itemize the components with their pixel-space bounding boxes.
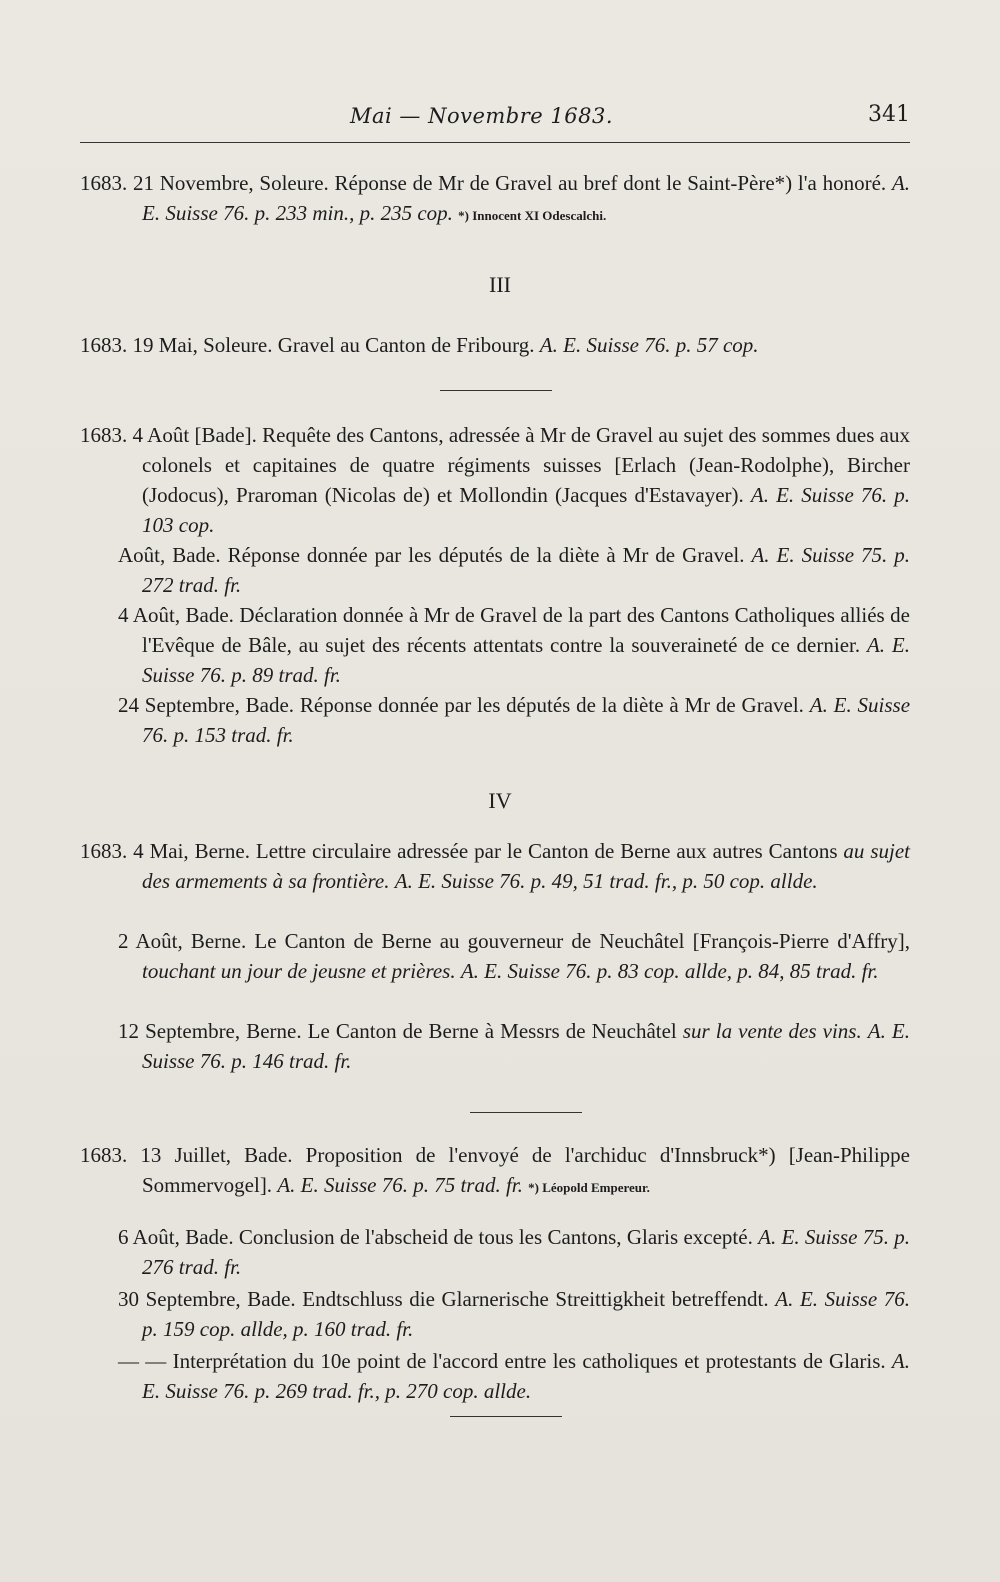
sub-entry-interpretation xyxy=(118,1346,910,1406)
sub-entry-4-aout-bade xyxy=(118,600,910,690)
entry-1683-05-04 xyxy=(80,836,910,896)
entry-text: 1683. 4 Mai, Berne. Lettre circulaire adressée par le Canton de Berne aux autres Cantons xyxy=(80,839,838,863)
entry-text: 12 Septembre, Berne. Le Canton de Berne à Messrs de Neuchâtel xyxy=(118,1019,677,1043)
entry-text: 1683. 4 Août [Bade]. Requête des Cantons, adressée à Mr de Gravel au sujet des sommes dues aux colonels et capitaines de quatre régiments suisses [Erlach (Jean-Rodolphe), Bircher (Jodocus), Praroman (Nicolas de) et Mollondin (Jacques d'Estavayer). xyxy=(80,423,910,507)
archive-reference: A. E. Suisse 76. p. 269 trad. fr., p. 270 cop. allde. xyxy=(142,1349,910,1403)
entry-text: 1683. 13 Juillet, Bade. Proposition de l'envoyé de l'archiduc d'Innsbruck*) [Jean-Philippe Sommervogel]. xyxy=(80,1143,910,1197)
entry-1683-11-21 xyxy=(80,168,910,231)
sub-entry-30-septembre-bade xyxy=(118,1284,910,1344)
archive-reference: A. E. Suisse 76. p. 233 min., p. 235 cop. xyxy=(142,171,911,225)
subject-phrase: au sujet des armements à sa frontière. xyxy=(142,839,911,893)
archive-reference: A. E. Suisse 76. p. 103 cop. xyxy=(142,483,911,537)
page-number: 341 xyxy=(868,102,910,127)
entry-text: 1683. 21 Novembre, Soleure. Réponse de Mr de Gravel au bref dont le Saint-Père*) l'a honoré. xyxy=(80,171,887,195)
entry-1683-05-19 xyxy=(80,330,910,360)
section-heading-iv: IV xyxy=(488,788,512,813)
archive-reference: A. E. Suisse 76. p. 159 cop. allde, p. 160 trad. fr. xyxy=(142,1287,911,1341)
entry-text: 6 Août, Bade. Conclusion de l'abscheid de tous les Cantons, Glaris excepté. xyxy=(118,1225,753,1249)
entry-text: — — Interprétation du 10e point de l'accord entre les catholiques et protestants de Glaris. xyxy=(118,1349,886,1373)
entry-text: 1683. 19 Mai, Soleure. Gravel au Canton de Fribourg. xyxy=(80,333,535,357)
footnote: *) Léopold Empereur. xyxy=(528,1180,650,1195)
archive-reference: A. E. Suisse 76. p. 75 trad. fr. xyxy=(277,1173,523,1197)
archive-reference: A. E. Suisse 76. p. 49, 51 trad. fr., p. 50 cop. allde. xyxy=(394,869,818,893)
page-header xyxy=(80,96,910,143)
sub-entry-12-septembre-berne xyxy=(118,1016,910,1076)
entry-text: 30 Septembre, Bade. Endtschluss die Glarnerische Streittigkheit betreffendt. xyxy=(118,1287,769,1311)
sub-entry-2-aout-berne xyxy=(118,926,910,986)
entry-1683-07-13 xyxy=(80,1140,910,1203)
separator-rule xyxy=(450,1416,562,1417)
sub-entry-24-septembre-bade xyxy=(118,690,910,750)
entry-text: 24 Septembre, Bade. Réponse donnée par les députés de la diète à Mr de Gravel. xyxy=(118,693,804,717)
entry-text: Août, Bade. Réponse donnée par les députés de la diète à Mr de Gravel. xyxy=(118,543,745,567)
entry-text: 4 Août, Bade. Déclaration donnée à Mr de Gravel de la part des Cantons Catholiques alliés de l'Evêque de Bâle, au sujet des récents attentats contre la souveraineté de ce dernier. xyxy=(118,603,910,657)
subject-phrase: touchant un jour de jeusne et prières. xyxy=(142,959,456,983)
archive-reference: A. E. Suisse 76. p. 89 trad. fr. xyxy=(142,633,911,687)
separator-rule xyxy=(440,390,552,391)
archive-reference: A. E. Suisse 76. p. 57 cop. xyxy=(539,333,759,357)
archive-reference: A. E. Suisse 76. p. 146 trad. fr. xyxy=(142,1019,911,1073)
entry-text: 2 Août, Berne. Le Canton de Berne au gouverneur de Neuchâtel [François-Pierre d'Affry], xyxy=(118,929,910,953)
sub-entry-6-aout-bade xyxy=(118,1222,910,1282)
separator-rule xyxy=(470,1112,582,1113)
entry-1683-08-04 xyxy=(80,420,910,540)
archive-reference: A. E. Suisse 76. p. 153 trad. fr. xyxy=(142,693,911,747)
running-head: Mai — Novembre 1683. xyxy=(350,104,614,128)
archive-reference: A. E. Suisse 76. p. 83 cop. allde, p. 84, 85 trad. fr. xyxy=(460,959,879,983)
subject-phrase: sur la vente des vins. xyxy=(682,1019,862,1043)
archive-reference: A. E. Suisse 75. p. 272 trad. fr. xyxy=(142,543,911,597)
section-heading-iii: III xyxy=(489,272,511,297)
footnote: *) Innocent XI Odescalchi. xyxy=(458,208,607,223)
archive-reference: A. E. Suisse 75. p. 276 trad. fr. xyxy=(142,1225,911,1279)
sub-entry-aout-bade xyxy=(118,540,910,600)
